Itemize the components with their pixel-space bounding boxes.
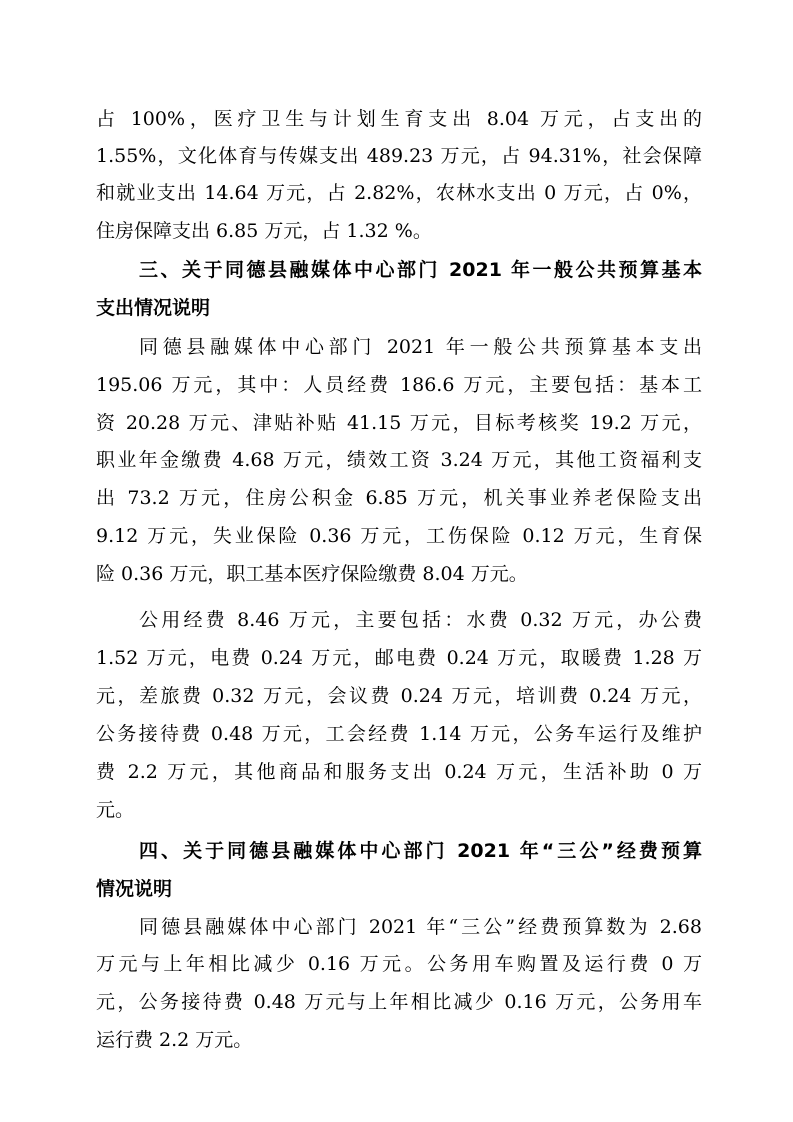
body-text-line: 出 73.2 万元，住房公积金 6.85 万元，机关事业养老保险支出 xyxy=(96,487,702,509)
section-3-heading-line1: 三、关于同德县融媒体中心部门 2021 年一般公共预算基本 xyxy=(139,259,702,281)
body-text-line: 公务接待费 0.48 万元，工会经费 1.14 万元，公务车运行及维护 xyxy=(96,723,702,745)
body-text-line: 元，公务接待费 0.48 万元与上年相比减少 0.16 万元，公务用车 xyxy=(96,991,702,1013)
body-text-line: 公用经费 8.46 万元，主要包括：水费 0.32 万元，办公费 xyxy=(139,609,702,631)
body-text-line: 运行费 2.2 万元。 xyxy=(96,1029,253,1051)
body-text-line: 费 2.2 万元，其他商品和服务支出 0.24 万元，生活补助 0 万 xyxy=(96,761,702,783)
body-text-line: 1.52 万元，电费 0.24 万元，邮电费 0.24 万元，取暖费 1.28 万 xyxy=(96,647,702,669)
body-text-line: 1.55%，文化体育与传媒支出 489.23 万元，占 94.31%，社会保障 xyxy=(96,145,702,167)
body-text-line: 险 0.36 万元，职工基本医疗保险缴费 8.04 万元。 xyxy=(96,563,528,585)
body-text-line: 195.06 万元，其中：人员经费 186.6 万元，主要包括：基本工 xyxy=(96,374,702,396)
body-text-line: 同德县融媒体中心部门 2021 年一般公共预算基本支出 xyxy=(139,336,702,358)
body-text-line: 和就业支出 14.64 万元，占 2.82%，农林水支出 0 万元，占 0%， xyxy=(96,182,702,204)
section-4-heading-line2: 情况说明 xyxy=(96,878,173,900)
body-text-line: 资 20.28 万元、津贴补贴 41.15 万元，目标考核奖 19.2 万元， xyxy=(96,412,702,434)
body-text-line: 占 100%，医疗卫生与计划生育支出 8.04 万元，占支出的 xyxy=(96,108,702,130)
section-3-heading-line2: 支出情况说明 xyxy=(96,297,211,319)
body-text-line: 住房保障支出 6.85 万元，占 1.32 %。 xyxy=(96,220,432,242)
body-text-line: 元，差旅费 0.32 万元，会议费 0.24 万元，培训费 0.24 万元， xyxy=(96,685,702,707)
body-text-line: 职业年金缴费 4.68 万元，绩效工资 3.24 万元，其他工资福利支 xyxy=(96,449,702,471)
body-text-line: 万元与上年相比减少 0.16 万元。公务用车购置及运行费 0 万 xyxy=(96,953,702,975)
body-text-line: 同德县融媒体中心部门 2021 年“三公”经费预算数为 2.68 xyxy=(139,916,702,938)
body-text-line: 9.12 万元，失业保险 0.36 万元，工伤保险 0.12 万元，生育保 xyxy=(96,525,702,547)
body-text-line: 元。 xyxy=(96,799,135,821)
section-4-heading-line1: 四、关于同德县融媒体中心部门 2021 年“三公”经费预算 xyxy=(139,840,702,862)
